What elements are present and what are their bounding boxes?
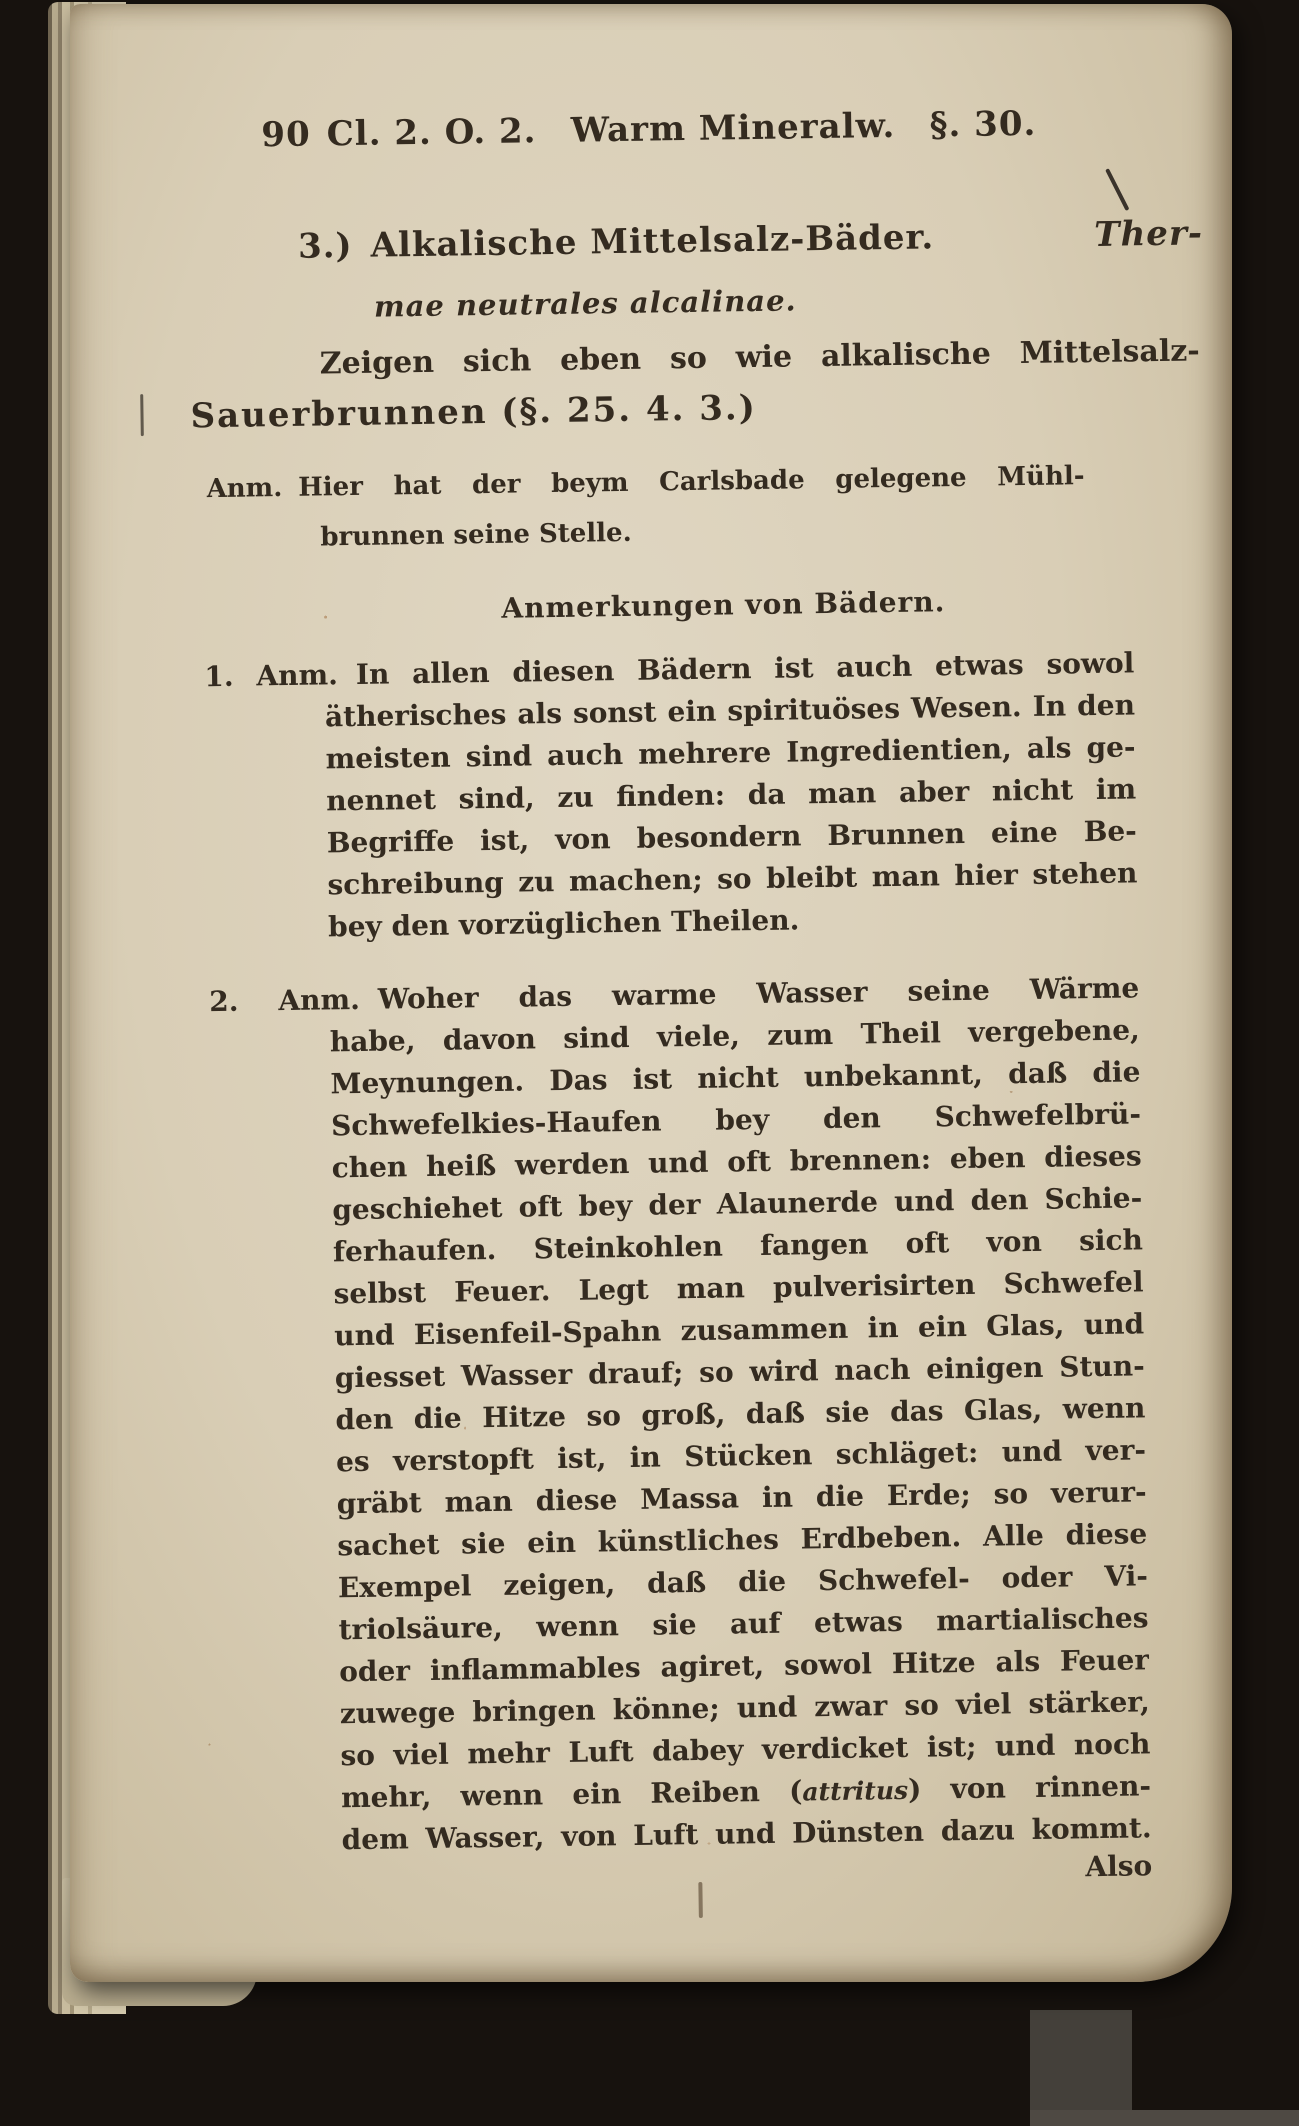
heading-left-group: [298, 217, 935, 266]
text-line: chen heiß werden und oft brennen: eben dieses: [331, 1139, 1142, 1185]
section-mark: §. 30.: [929, 103, 1037, 146]
text-line-content: In allen diesen Bädern ist auch etwas sowol: [355, 646, 1135, 691]
text-line: und Eisenfeil-Spahn zusammen in ein Glas, und: [333, 1307, 1145, 1353]
text-line: Schwefelkies-Haufen bey den Schwefelbrü-: [330, 1097, 1142, 1143]
text-line: triolsäure, wenn sie auf etwas martialisches: [338, 1601, 1149, 1647]
catchword: Also: [1085, 1849, 1153, 1884]
heading-title: Alkalische Mittelsalz-Bäder.: [370, 217, 935, 266]
note-label: Anm.: [206, 473, 283, 505]
text-segment: mehr, wenn ein Reiben (: [340, 1774, 803, 1815]
text-line: Exempel zeigen, daß die Schwefel- oder Vi-: [337, 1559, 1149, 1605]
text-line: oder inflammables agiret, sowol Hitze als Feuer: [338, 1643, 1150, 1689]
text-line: so viel mehr Luft dabey verdicket ist; und noch: [340, 1727, 1151, 1773]
latin-term: attritus: [802, 1775, 909, 1807]
text-line: dem Wasser, von Luft und Dünsten dazu kommt.: [341, 1811, 1152, 1857]
annotation-number: 1. Anm.: [204, 658, 339, 694]
text-line: nennet sind, zu finden: da man aber nicht im: [326, 772, 1137, 818]
text-line: giesset Wasser drauf; so wird nach einigen Stun-: [334, 1349, 1145, 1395]
chapter-heading: [298, 213, 1203, 266]
text-line: ätherisches als sonst ein spirituöses Wesen. In den: [324, 688, 1136, 734]
running-title: Warm Mineralw.: [570, 105, 896, 151]
text-line: geschiehet oft bey der Alaunerde und den Schie-: [332, 1181, 1143, 1227]
book-page-scan: [70, 4, 1232, 1982]
page-header: [261, 104, 1037, 155]
latin-carryover: Ther-: [1093, 213, 1204, 255]
signature-ink-mark: [698, 1882, 703, 1918]
text-line: zuwege bringen könne; und zwar so viel stärker,: [339, 1685, 1150, 1731]
note-line-2: brunnen seine Stelle.: [320, 517, 632, 553]
text-line-content: Woher das warme Wasser seine Wärme: [377, 971, 1140, 1016]
text-line: selbst Feuer. Legt man pulverisirten Schwefel: [333, 1265, 1144, 1311]
annotation-number: 2. Anm.: [208, 982, 361, 1019]
intro-line-2: [190, 388, 757, 436]
text-line: schreibung zu machen; so bleibt man hier stehen: [327, 856, 1138, 902]
text-line: Meynungen. Das ist nicht unbekannt, daß die: [330, 1055, 1141, 1101]
intro-section-ref: (§. 25. 4. 3.): [501, 387, 758, 432]
text-segment: ) von rinnen-: [907, 1769, 1152, 1806]
page-number: 90: [261, 114, 311, 156]
header-left-group: [261, 111, 537, 155]
page-text-layer: [54, 0, 1245, 1984]
item-number: 3.): [297, 225, 353, 267]
pen-stroke-mark: [1105, 168, 1129, 211]
text-line: Begriffe ist, von besondern Brunnen eine Be-: [326, 814, 1138, 860]
note-block: [206, 451, 1085, 564]
latin-subtitle: mae neutrales alcalinae.: [373, 283, 797, 324]
margin-ink-mark: [140, 394, 144, 436]
text-line: den die Hitze so groß, daß sie das Glas, wenn: [335, 1391, 1146, 1437]
text-line: habe, davon sind viele, zum Theil vergebene,: [329, 1013, 1140, 1059]
text-line: ferhaufen. Steinkohlen fangen oft von sich: [332, 1223, 1144, 1269]
annotation-paragraph-2: [209, 967, 1152, 1863]
desk-surface-strip: [1030, 2110, 1299, 2126]
section-heading: Anmerkungen von Bädern.: [501, 585, 946, 625]
text-line: sachet sie ein künstliches Erdbeben. Alle diese: [337, 1517, 1148, 1563]
annotation-paragraph-1: [204, 642, 1138, 950]
intro-line-1: [320, 333, 1200, 381]
note-text: Hier hat der beym Carlsbade gelegene Mühl-: [298, 461, 1085, 503]
classification-ref: Cl. 2. O. 2.: [326, 111, 537, 155]
intro-regular: Zeigen sich eben so wie: [319, 339, 793, 382]
text-line: es verstopft ist, in Stücken schläget: und ver-: [335, 1433, 1147, 1479]
intro-emphasis: alkalische Mittelsalz-: [820, 333, 1200, 375]
text-line: meisten sind auch mehrere Ingredientien, als ge-: [325, 730, 1136, 776]
text-line: gräbt man diese Massa in die Erde; so verur-: [336, 1475, 1147, 1521]
intro-emphasis-2: Sauerbrunnen: [190, 391, 488, 437]
desk-surface-patch: [1030, 2010, 1132, 2126]
text-line: bey den vorzüglichen Theilen.: [327, 903, 800, 944]
